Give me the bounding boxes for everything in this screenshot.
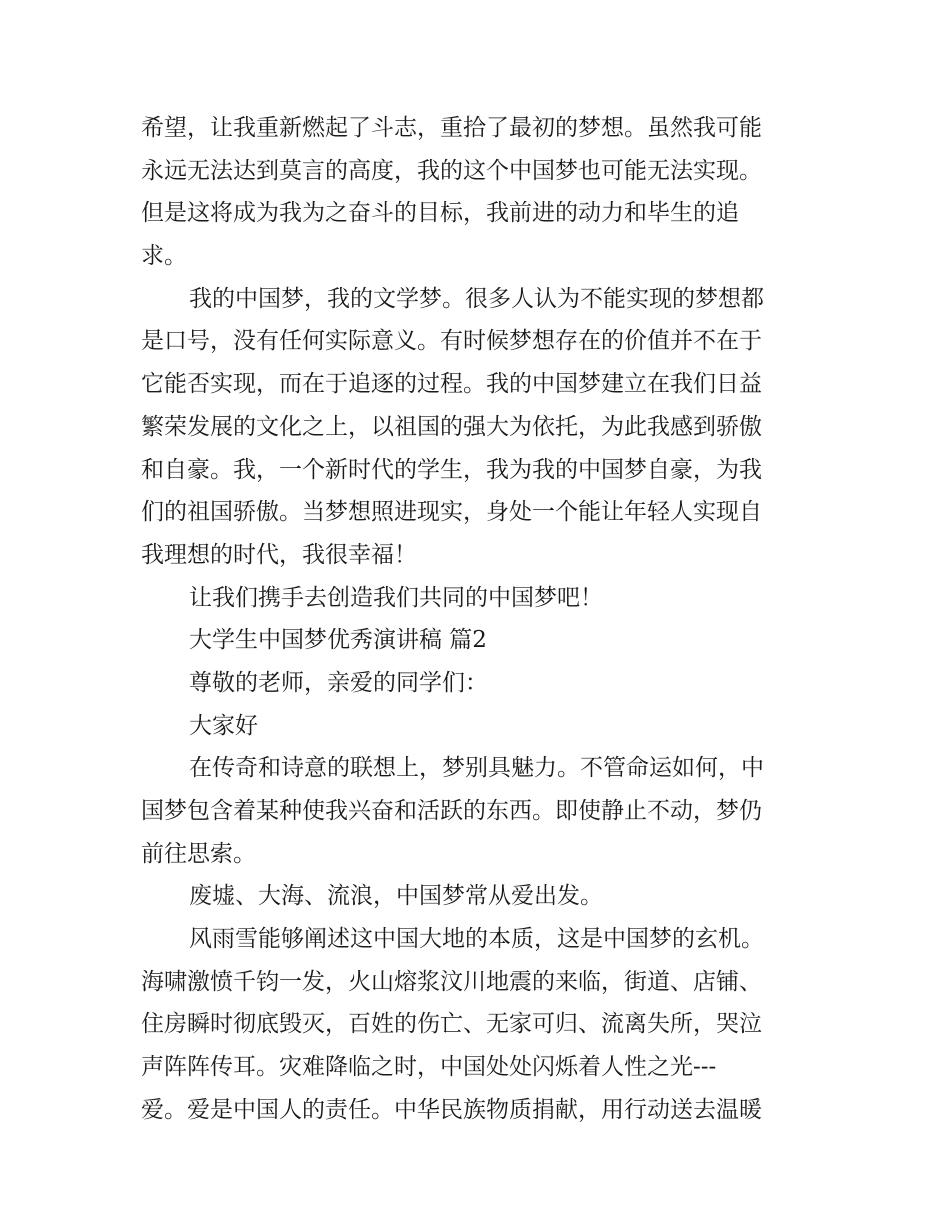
- text-line: 永远无法达到莫言的高度，我的这个中国梦也可能无法实现。: [141, 157, 762, 184]
- section-heading: 大学生中国梦优秀演讲稿 篇2: [189, 627, 487, 654]
- text-line: 前往思索。: [141, 840, 256, 867]
- text-line: 我的中国梦，我的文学梦。很多人认为不能实现的梦想都: [189, 285, 764, 312]
- text-line: 住房瞬时彻底毁灭，百姓的伤亡、无家可归、流离失所，哭泣: [141, 1011, 762, 1038]
- text-line: 我理想的时代，我很幸福！: [141, 541, 417, 568]
- text-line: 希望，让我重新燃起了斗志，重拾了最初的梦想。虽然我可能: [141, 115, 762, 141]
- text-line: 废墟、大海、流浪，中国梦常从爱出发。: [189, 883, 603, 910]
- text-line: 是口号，没有任何实际意义。有时候梦想存在的价值并不在于: [141, 328, 762, 355]
- text-line: 和自豪。我，一个新时代的学生，我为我的中国梦自豪，为我: [141, 456, 762, 483]
- text-line: 国梦包含着某种使我兴奋和活跃的东西。即使静止不动，梦仍: [141, 798, 762, 824]
- text-line: 繁荣发展的文化之上，以祖国的强大为依托，为此我感到骄傲: [141, 413, 762, 440]
- text-line: 爱。爱是中国人的责任。中华民族物质捐献，用行动送去温暖: [141, 1096, 762, 1123]
- text-line: 求。: [141, 243, 187, 270]
- text-line: 但是这将成为我为之奋斗的目标，我前进的动力和毕生的追: [141, 200, 739, 227]
- text-line: 们的祖国骄傲。当梦想照进现实，身处一个能让年轻人实现自: [141, 499, 762, 526]
- body-text: [141, 107, 821, 1132]
- text-line: 它能否实现，而在于追逐的过程。我的中国梦建立在我们日益: [141, 371, 762, 398]
- salutation: 尊敬的老师，亲爱的同学们：: [189, 669, 488, 696]
- text-line: 让我们携手去创造我们共同的中国梦吧！: [189, 584, 603, 611]
- text-line: 声阵阵传耳。灾难降临之时，中国处处闪烁着人性之光---: [141, 1054, 717, 1081]
- text-line: 海啸激愤千钧一发，火山熔浆汶川地震的来临，街道、店铺、: [141, 968, 762, 995]
- greeting: 大家好: [189, 712, 258, 739]
- text-line: 风雨雪能够阐述这中国大地的本质，这是中国梦的玄机。: [189, 926, 764, 953]
- text-line: 在传奇和诗意的联想上，梦别具魅力。不管命运如何，中: [189, 755, 764, 782]
